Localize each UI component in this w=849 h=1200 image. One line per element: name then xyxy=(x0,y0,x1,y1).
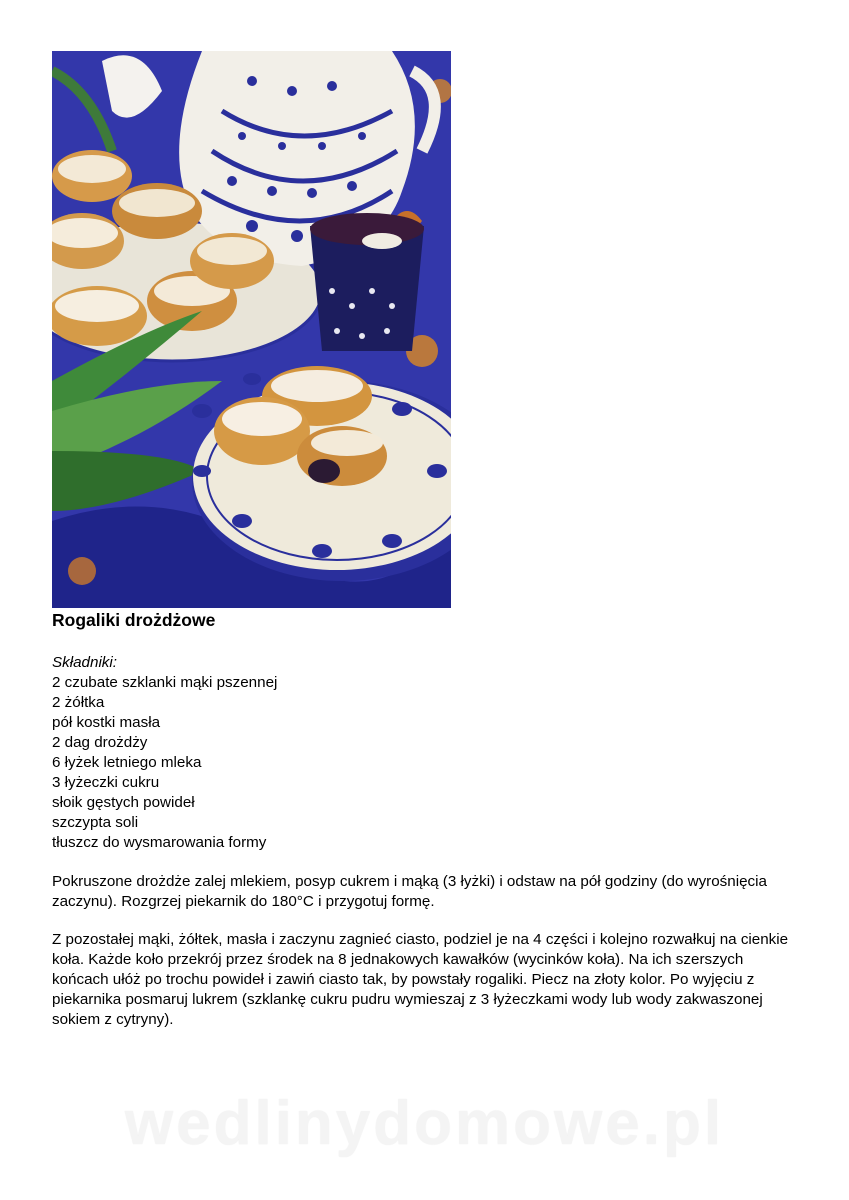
ingredient-item: 2 czubate szklanki mąki pszennej xyxy=(52,674,278,691)
ingredient-item: słoik gęstych powideł xyxy=(52,794,195,811)
ingredient-item: 2 żółtka xyxy=(52,694,105,711)
ingredient-item: 6 łyżek letniego mleka xyxy=(52,754,202,771)
recipe-photo xyxy=(52,51,451,608)
ingredients-section xyxy=(52,653,752,853)
watermark: wedlinydomowe.pl xyxy=(124,1089,725,1158)
recipe-title: Rogaliki drożdżowe xyxy=(52,610,216,630)
ingredients-heading: Składniki: xyxy=(52,654,117,671)
instructions-paragraph: Pokruszone drożdże zalej mlekiem, posyp cukrem i mąką (3 łyżki) i odstaw na pół godziny (do wyrośnięcia zaczynu). Rozgrzej piekarnik do 180°C i przygotuj formę. xyxy=(52,873,767,910)
ingredient-item: pół kostki masła xyxy=(52,714,161,731)
ingredient-item: 2 dag drożdży xyxy=(52,734,148,751)
ingredient-item: 3 łyżeczki cukru xyxy=(52,774,160,791)
ingredient-item: tłuszcz do wysmarowania formy xyxy=(52,834,267,851)
instructions-paragraph: Z pozostałej mąki, żółtek, masła i zaczynu zagnieć ciasto, podziel je na 4 części i kolejno rozwałkuj na cienkie koła. Każde koło przekrój przez środek na 8 jednakowych kawałków (wycinków koła). Na ich szerszych końcach ułóż po trochu powideł i zawiń ciasto tak, by powstały rogaliki. Piecz na złoty kolor. Po wyjęciu z piekarnika posmaruj lukrem (szklankę cukru pudru wymieszaj z 3 łyżeczkami wody lub wody zakwaszonej sokiem z cytryny). xyxy=(52,931,789,1028)
ingredient-item: szczypta soli xyxy=(52,814,139,831)
